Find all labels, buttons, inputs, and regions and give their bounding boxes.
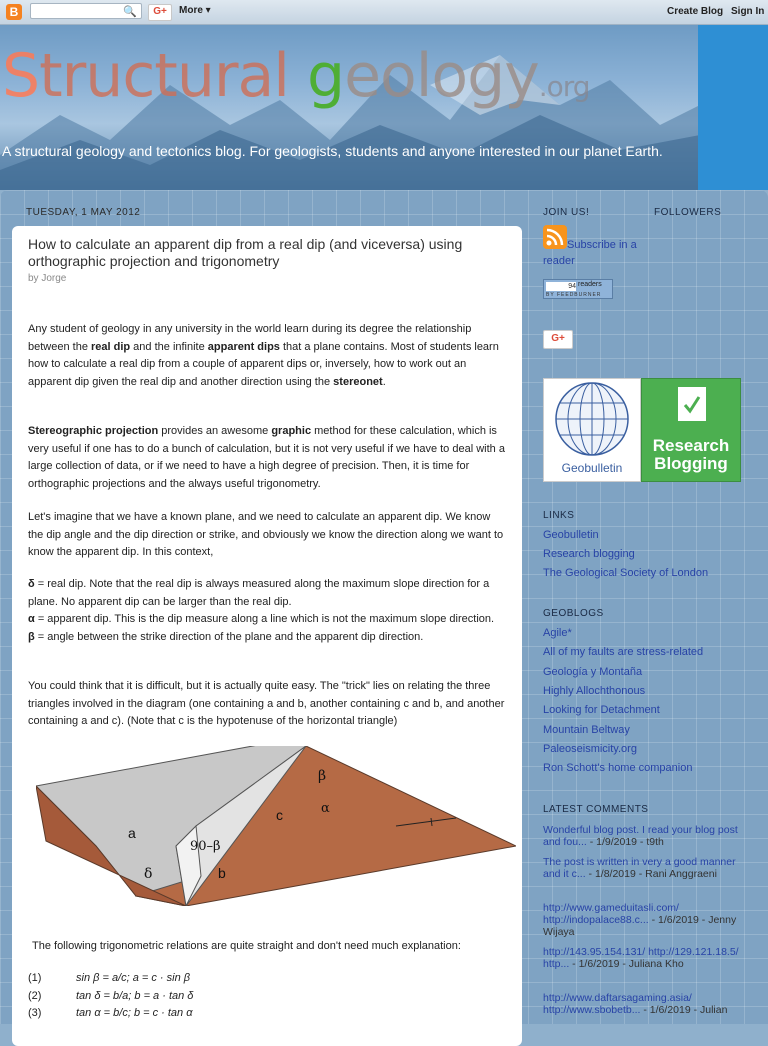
link-geological-society[interactable]: The Geological Society of London bbox=[543, 567, 709, 579]
comment-link[interactable]: http://www.gameduitasli.com/ http://indopalace88.c... bbox=[543, 902, 679, 926]
followers-heading: FOLLOWERS bbox=[654, 207, 722, 218]
equations-intro: The following trigonometric relations are quite straight and don't need much explanation: bbox=[32, 940, 461, 952]
geoblog-link[interactable]: All of my faults are stress-related bbox=[543, 646, 704, 658]
site-description: A structural geology and tectonics blog. For geologists, students and anyone interested in our planet Earth. bbox=[2, 143, 663, 159]
geoblog-link[interactable]: Highly Allochthonous bbox=[543, 685, 646, 697]
comment-link[interactable]: http://143.95.154.131/ http://129.121.18.5/ http... bbox=[543, 946, 739, 970]
globe-icon bbox=[544, 379, 640, 459]
links-heading: LINKS bbox=[543, 510, 575, 521]
post-paragraph-4: You could think that it is difficult, but it is actually quite easy. The "trick" lies on relating the three triangles involved in the diagram (one containing a and b, another containing c and b, and another containing a and c). (Note that c is the hypotenuse of the horizontal triangle) bbox=[28, 680, 505, 727]
comment-link[interactable]: The post is written in very a good manner and it c... bbox=[543, 856, 736, 880]
link-research-blogging[interactable]: Research blogging bbox=[543, 548, 635, 560]
checkmark-document-icon bbox=[678, 387, 706, 421]
feedburner-badge[interactable] bbox=[543, 279, 613, 299]
link-geobulletin[interactable]: Geobulletin bbox=[543, 529, 599, 541]
search-icon[interactable]: 🔍 bbox=[123, 6, 137, 18]
post-title[interactable]: How to calculate an apparent dip from a real dip (and viceversa) using orthographic projection and trigonometry bbox=[28, 236, 463, 269]
post-author: by Jorge bbox=[28, 273, 67, 284]
definition-real-dip: δ = real dip. Note that the real dip is always measured along the maximum slope direction for a plane. No apparent dip can be larger than the real dip. bbox=[28, 578, 490, 608]
post-paragraph-2: Stereographic projection provides an awesome graphic method for these calculation, which is very useful if one has to do a bunch of calculation, but it is not very useful if we have to deal with a large collection of data, or if we need to have a high degree of precision. Then, it is time for orthographic projections and the always useful trigonometry. bbox=[28, 425, 505, 490]
geoblogs-heading: GEOBLOGS bbox=[543, 608, 604, 619]
geoblog-link[interactable]: Paleoseismicity.org bbox=[543, 743, 637, 755]
sign-in-link[interactable]: Sign In bbox=[731, 6, 765, 17]
subscribe-in-reader-link[interactable]: Subscribe in a reader bbox=[543, 239, 637, 267]
research-blogging-badge[interactable] bbox=[641, 378, 741, 482]
blog-post: How to calculate an apparent dip from a real dip (and viceversa) using orthographic projection and trigonometry by Jorge Any student of geology in any university in the world learn during its degree the relationship between the real dip and the infinite apparent dips that a plane contains. Most of students learn how to calculate a real dip from a couple of apparent dips or, inversely, how to work out an apparent dip given the real dip and another direction using the stereonet. Stereographic projection provides an awesome graphic method for these calculation, which is very useful if one has to do a bunch of calculation, but it is not very useful if we have to deal with a large collection of data, or if we need to have a high degree of precision. Then, it is time for orthographic projections and the always useful trigonometry. Let's imagine that we have a known plane, and we need to calculate an apparent dip. We know the dip angle and the dip direction or strike, and obviously we know the direction along we want to know the apparent dip. In this context, δ = real dip. Note that the real dip is always measured along the maximum slope direction for a plane. No apparent dip can be larger than the real dip. α = apparent dip. This is the dip measure along a line which is not the maximum slope direction. β = angle between the strike direction of the plane and the apparent dip direction. You could think that it is difficult, but it is actually quite easy. The "trick" lies on relating the three triangles involved in the diagram (one containing a and b, another containing c and b, and another containing a and c). (Note that c is the hypotenuse of the horizontal triangle) a b c β α δ 90–β The following trigonometric relations are quite straight and don't need much explanation: (1) sin β = a/c; a = c · sin β (2) tan δ = b/a; b = a · tan δ (3) tan α = b/c; b = c · tan α bbox=[12, 226, 522, 1046]
comment-item: Wonderful blog post. I read your blog post and fou... - 1/9/2019 - t9th bbox=[543, 824, 738, 848]
post-date: TUESDAY, 1 MAY 2012 bbox=[26, 207, 141, 218]
site-title[interactable]: Structural geology.org bbox=[2, 41, 590, 111]
label-c: c bbox=[276, 807, 283, 823]
definition-apparent-dip: α = apparent dip. This is the dip measure along a line which is not the maximum slope direction. bbox=[28, 613, 495, 625]
geobulletin-badge[interactable] bbox=[543, 378, 641, 482]
label-delta: δ bbox=[144, 866, 153, 882]
geoblog-link[interactable]: Agile* bbox=[543, 627, 572, 639]
geoblog-link[interactable]: Ron Schott's home companion bbox=[543, 762, 693, 774]
label-a: a bbox=[128, 825, 136, 841]
feedburner-label: BY FEEDBURNER bbox=[546, 292, 602, 298]
content-outer bbox=[0, 190, 768, 1024]
label-b: b bbox=[218, 865, 226, 881]
navbar-gplus-button[interactable]: G+ bbox=[148, 4, 172, 21]
feed-reader-count: 94 bbox=[546, 282, 576, 291]
comment-item: The post is written in very a good manner and it c... - 1/8/2019 - Rani Anggraeni bbox=[543, 856, 736, 880]
label-90-beta: 90–β bbox=[190, 839, 221, 854]
create-blog-link[interactable]: Create Blog bbox=[667, 6, 724, 17]
label-alpha: α bbox=[321, 801, 330, 816]
header-side-band bbox=[698, 25, 768, 190]
join-us-heading: JOIN US! bbox=[543, 207, 590, 218]
comment-link[interactable]: http://www.daftarsagaming.asia/ http://www.sbobetb... bbox=[543, 992, 692, 1016]
post-paragraph-1: Any student of geology in any university in the world learn during its degree the relationship between the real dip and the infinite apparent dips that a plane contains. Most of students learn how to calculate a real dip from a couple of apparent dips or, inversely, how to work out an apparent dip given the real dip and another direction using the stereonet. bbox=[28, 323, 499, 388]
blog-header bbox=[0, 25, 768, 190]
comment-item: http://143.95.154.131/ http://129.121.18.5/ http... - 1/6/2019 - Juliana Kho bbox=[543, 946, 739, 970]
gplus-button[interactable]: G+ bbox=[543, 330, 573, 349]
comment-item: http://www.gameduitasli.com/ http://indopalace88.c... - 1/6/2019 - Jenny Wijaya bbox=[543, 902, 737, 938]
geoblog-link[interactable]: Mountain Beltway bbox=[543, 724, 630, 736]
definition-beta-angle: β = angle between the strike direction of the plane and the apparent dip direction. bbox=[28, 630, 424, 643]
apparent-dip-block-diagram bbox=[36, 746, 516, 906]
definitions-list bbox=[28, 576, 508, 646]
geobulletin-label: Geobulletin bbox=[561, 461, 623, 475]
label-beta: β bbox=[318, 768, 327, 784]
navbar-more-menu[interactable]: More ▾ bbox=[179, 5, 211, 16]
geoblog-link[interactable]: Geología y Montaña bbox=[543, 666, 643, 678]
comment-item: http://www.daftarsagaming.asia/ http://www.sbobetb... - 1/6/2019 - Julian bbox=[543, 992, 728, 1016]
feed-readers-label: readers bbox=[578, 281, 602, 288]
research-blogging-label: Research Blogging bbox=[652, 436, 730, 473]
navbar-search-input[interactable] bbox=[30, 3, 142, 19]
comment-link[interactable]: Wonderful blog post. I read your blog post and fou... bbox=[543, 824, 738, 848]
latest-comments-heading: LATEST COMMENTS bbox=[543, 804, 649, 815]
geoblog-link[interactable]: Looking for Detachment bbox=[543, 704, 660, 716]
blogger-navbar bbox=[0, 0, 768, 25]
post-paragraph-3: Let's imagine that we have a known plane, and we need to calculate an apparent dip. We know the dip angle and the dip direction or strike, and obviously we know the direction along we want to know the apparent dip. In this context, bbox=[28, 511, 504, 558]
blogger-logo-icon[interactable]: B bbox=[6, 4, 22, 20]
